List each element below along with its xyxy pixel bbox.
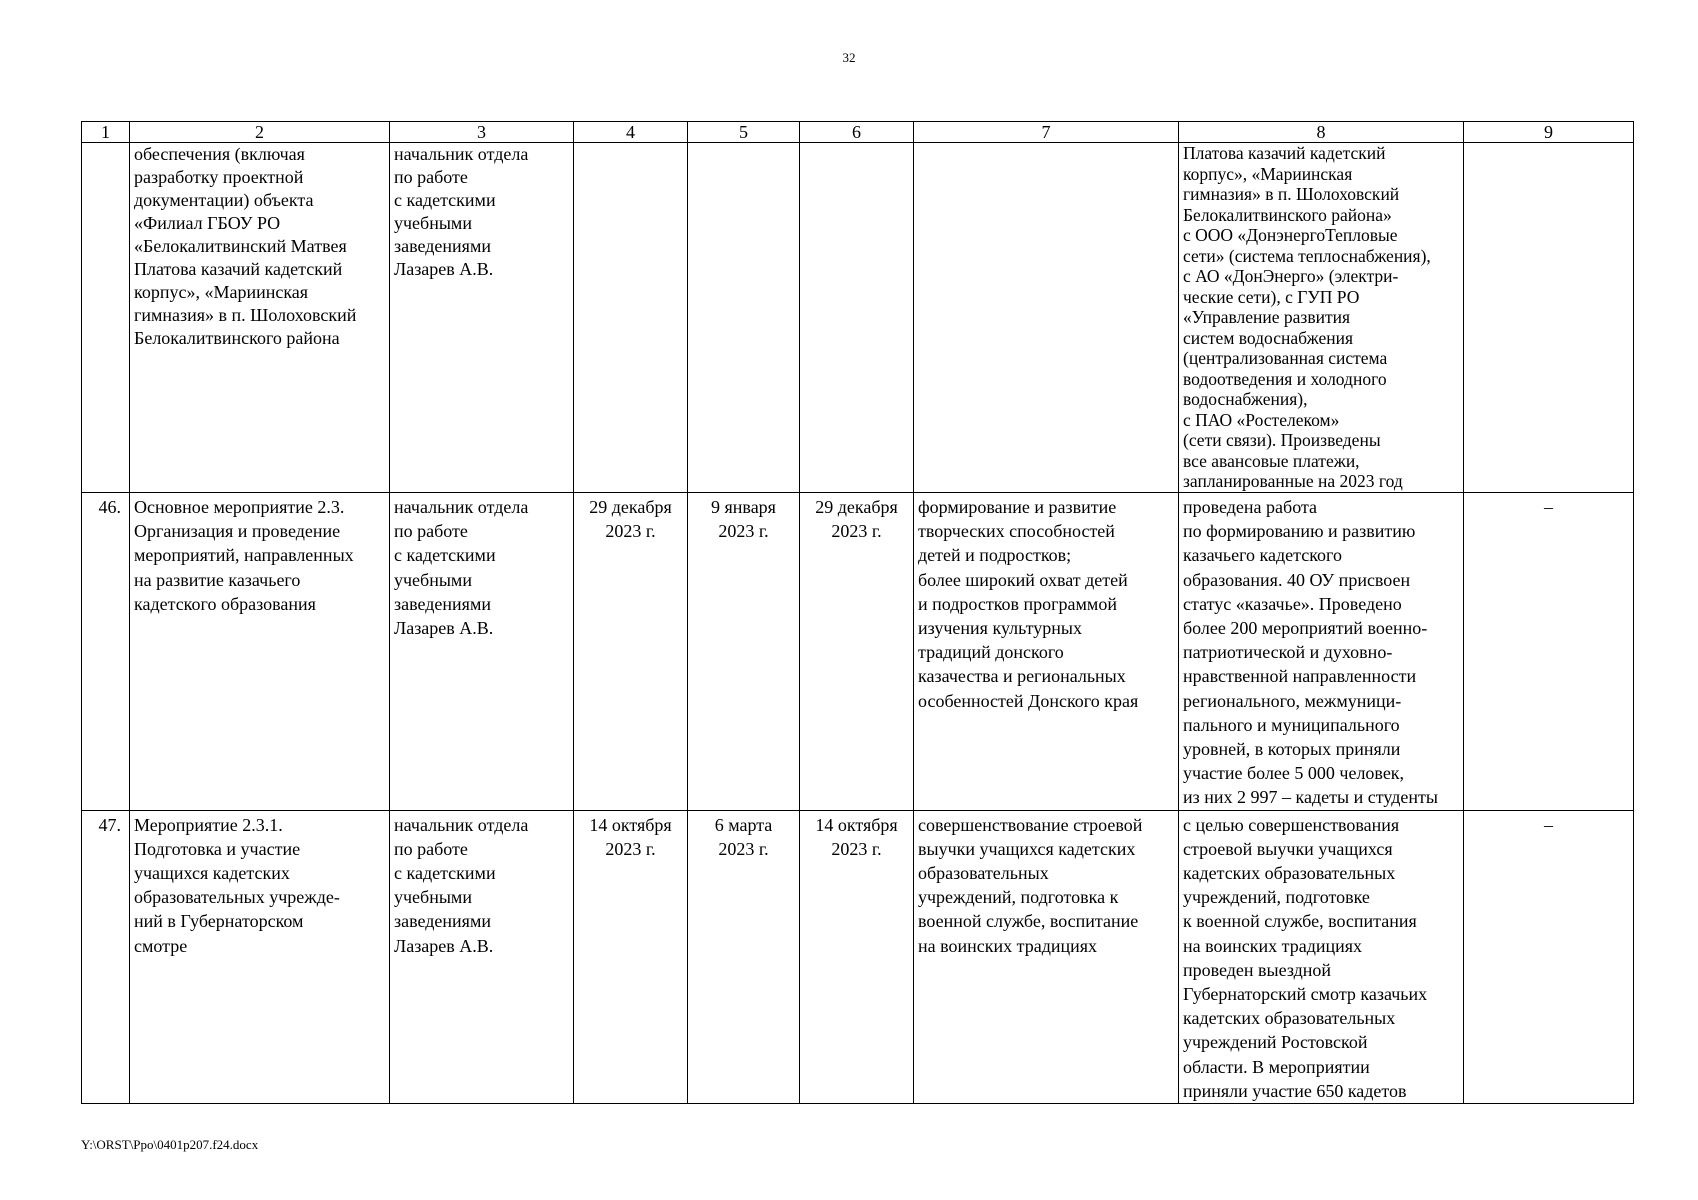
expected-result: формирование и развитие творческих способностей детей и подростков; более широкий охват детей и подростков программой изучения культурных традиций донского казачества и региональных особенностей Донского края — [914, 493, 1179, 811]
table-header-row — [82, 122, 1634, 143]
activities-table — [81, 121, 1634, 1104]
start-date: 9 января 2023 г. — [688, 493, 800, 811]
column-header-9: 9 — [1464, 122, 1634, 143]
responsible-person: начальник отдела по работе с кадетскими учебными заведениями Лазарев А.В. — [390, 493, 574, 811]
actual-result: Платова казачий кадетский корпус», «Мариинская гимназия» в п. Шолоховский Белокалитвинского района» с ООО «ДонэнергоТепловые сети» (система теплоснабжения), с АО «ДонЭнерго» (электри- ческие сети), с ГУП РО «Управление развития систем водоснабжения (централизованная система водоотведения и холодного водоснабжения), с ПАО «Ростелеком» (сети связи). Произведены все авансовые платежи, запланированные на 2023 год — [1179, 143, 1464, 493]
note — [1464, 143, 1634, 493]
page-number: 32 — [842, 50, 856, 65]
expected-result — [914, 143, 1179, 493]
table-row-continued — [82, 143, 1634, 493]
start-date: 6 марта 2023 г. — [688, 810, 800, 1103]
expected-result: совершенствование строевой выучки учащихся кадетских образовательных учреждений, подготовка к военной службе, воспитание на воинских традициях — [914, 810, 1179, 1103]
end-date: 29 декабря 2023 г. — [800, 493, 914, 811]
activity-name: Основное мероприятие 2.3. Организация и проведение мероприятий, направленных на развитие казачьего кадетского образования — [130, 493, 390, 811]
table-row-47 — [82, 810, 1634, 1103]
column-header-4: 4 — [574, 122, 688, 143]
note: – — [1464, 810, 1634, 1103]
row-number — [82, 143, 130, 493]
file-path-footer: Y:\ORST\Ppo\0401p207.f24.docx — [81, 1137, 259, 1152]
responsible-person: начальник отдела по работе с кадетскими учебными заведениями Лазарев А.В. — [390, 143, 574, 493]
activity-name: Мероприятие 2.3.1. Подготовка и участие учащихся кадетских образовательных учрежде- ний в Губернаторском смотре — [130, 810, 390, 1103]
column-header-8: 8 — [1179, 122, 1464, 143]
end-date — [800, 143, 914, 493]
column-header-5: 5 — [688, 122, 800, 143]
planned-date — [574, 143, 688, 493]
actual-result: проведена работа по формированию и развитию казачьего кадетского образования. 40 ОУ присвоен статус «казачье». Проведено более 200 мероприятий военно- патриотической и духовно- нравственной направленности регионального, межмуници- пального и муниципального уровней, в которых приняли участие более 5 000 человек, из них 2 997 – кадеты и студенты — [1179, 493, 1464, 811]
responsible-person: начальник отдела по работе с кадетскими учебными заведениями Лазарев А.В. — [390, 810, 574, 1103]
planned-date: 29 декабря 2023 г. — [574, 493, 688, 811]
column-header-7: 7 — [914, 122, 1179, 143]
row-number: 47. — [82, 810, 130, 1103]
table-row-46 — [82, 493, 1634, 811]
column-header-2: 2 — [130, 122, 390, 143]
end-date: 14 октября 2023 г. — [800, 810, 914, 1103]
column-header-1: 1 — [82, 122, 130, 143]
column-header-6: 6 — [800, 122, 914, 143]
actual-result: с целью совершенствования строевой выучки учащихся кадетских образовательных учреждений, подготовке к военной службе, воспитания на воинских традициях проведен выездной Губернаторский смотр казачьих кадетских образовательных учреждений Ростовской области. В мероприятии приняли участие 650 кадетов — [1179, 810, 1464, 1103]
note: – — [1464, 493, 1634, 811]
start-date — [688, 143, 800, 493]
column-header-3: 3 — [390, 122, 574, 143]
row-number: 46. — [82, 493, 130, 811]
activity-name: обеспечения (включая разработку проектной документации) объекта «Филиал ГБОУ РО «Белокалитвинский Матвея Платова казачий кадетский корпус», «Мариинская гимназия» в п. Шолоховский Белокалитвинского района — [130, 143, 390, 493]
planned-date: 14 октября 2023 г. — [574, 810, 688, 1103]
